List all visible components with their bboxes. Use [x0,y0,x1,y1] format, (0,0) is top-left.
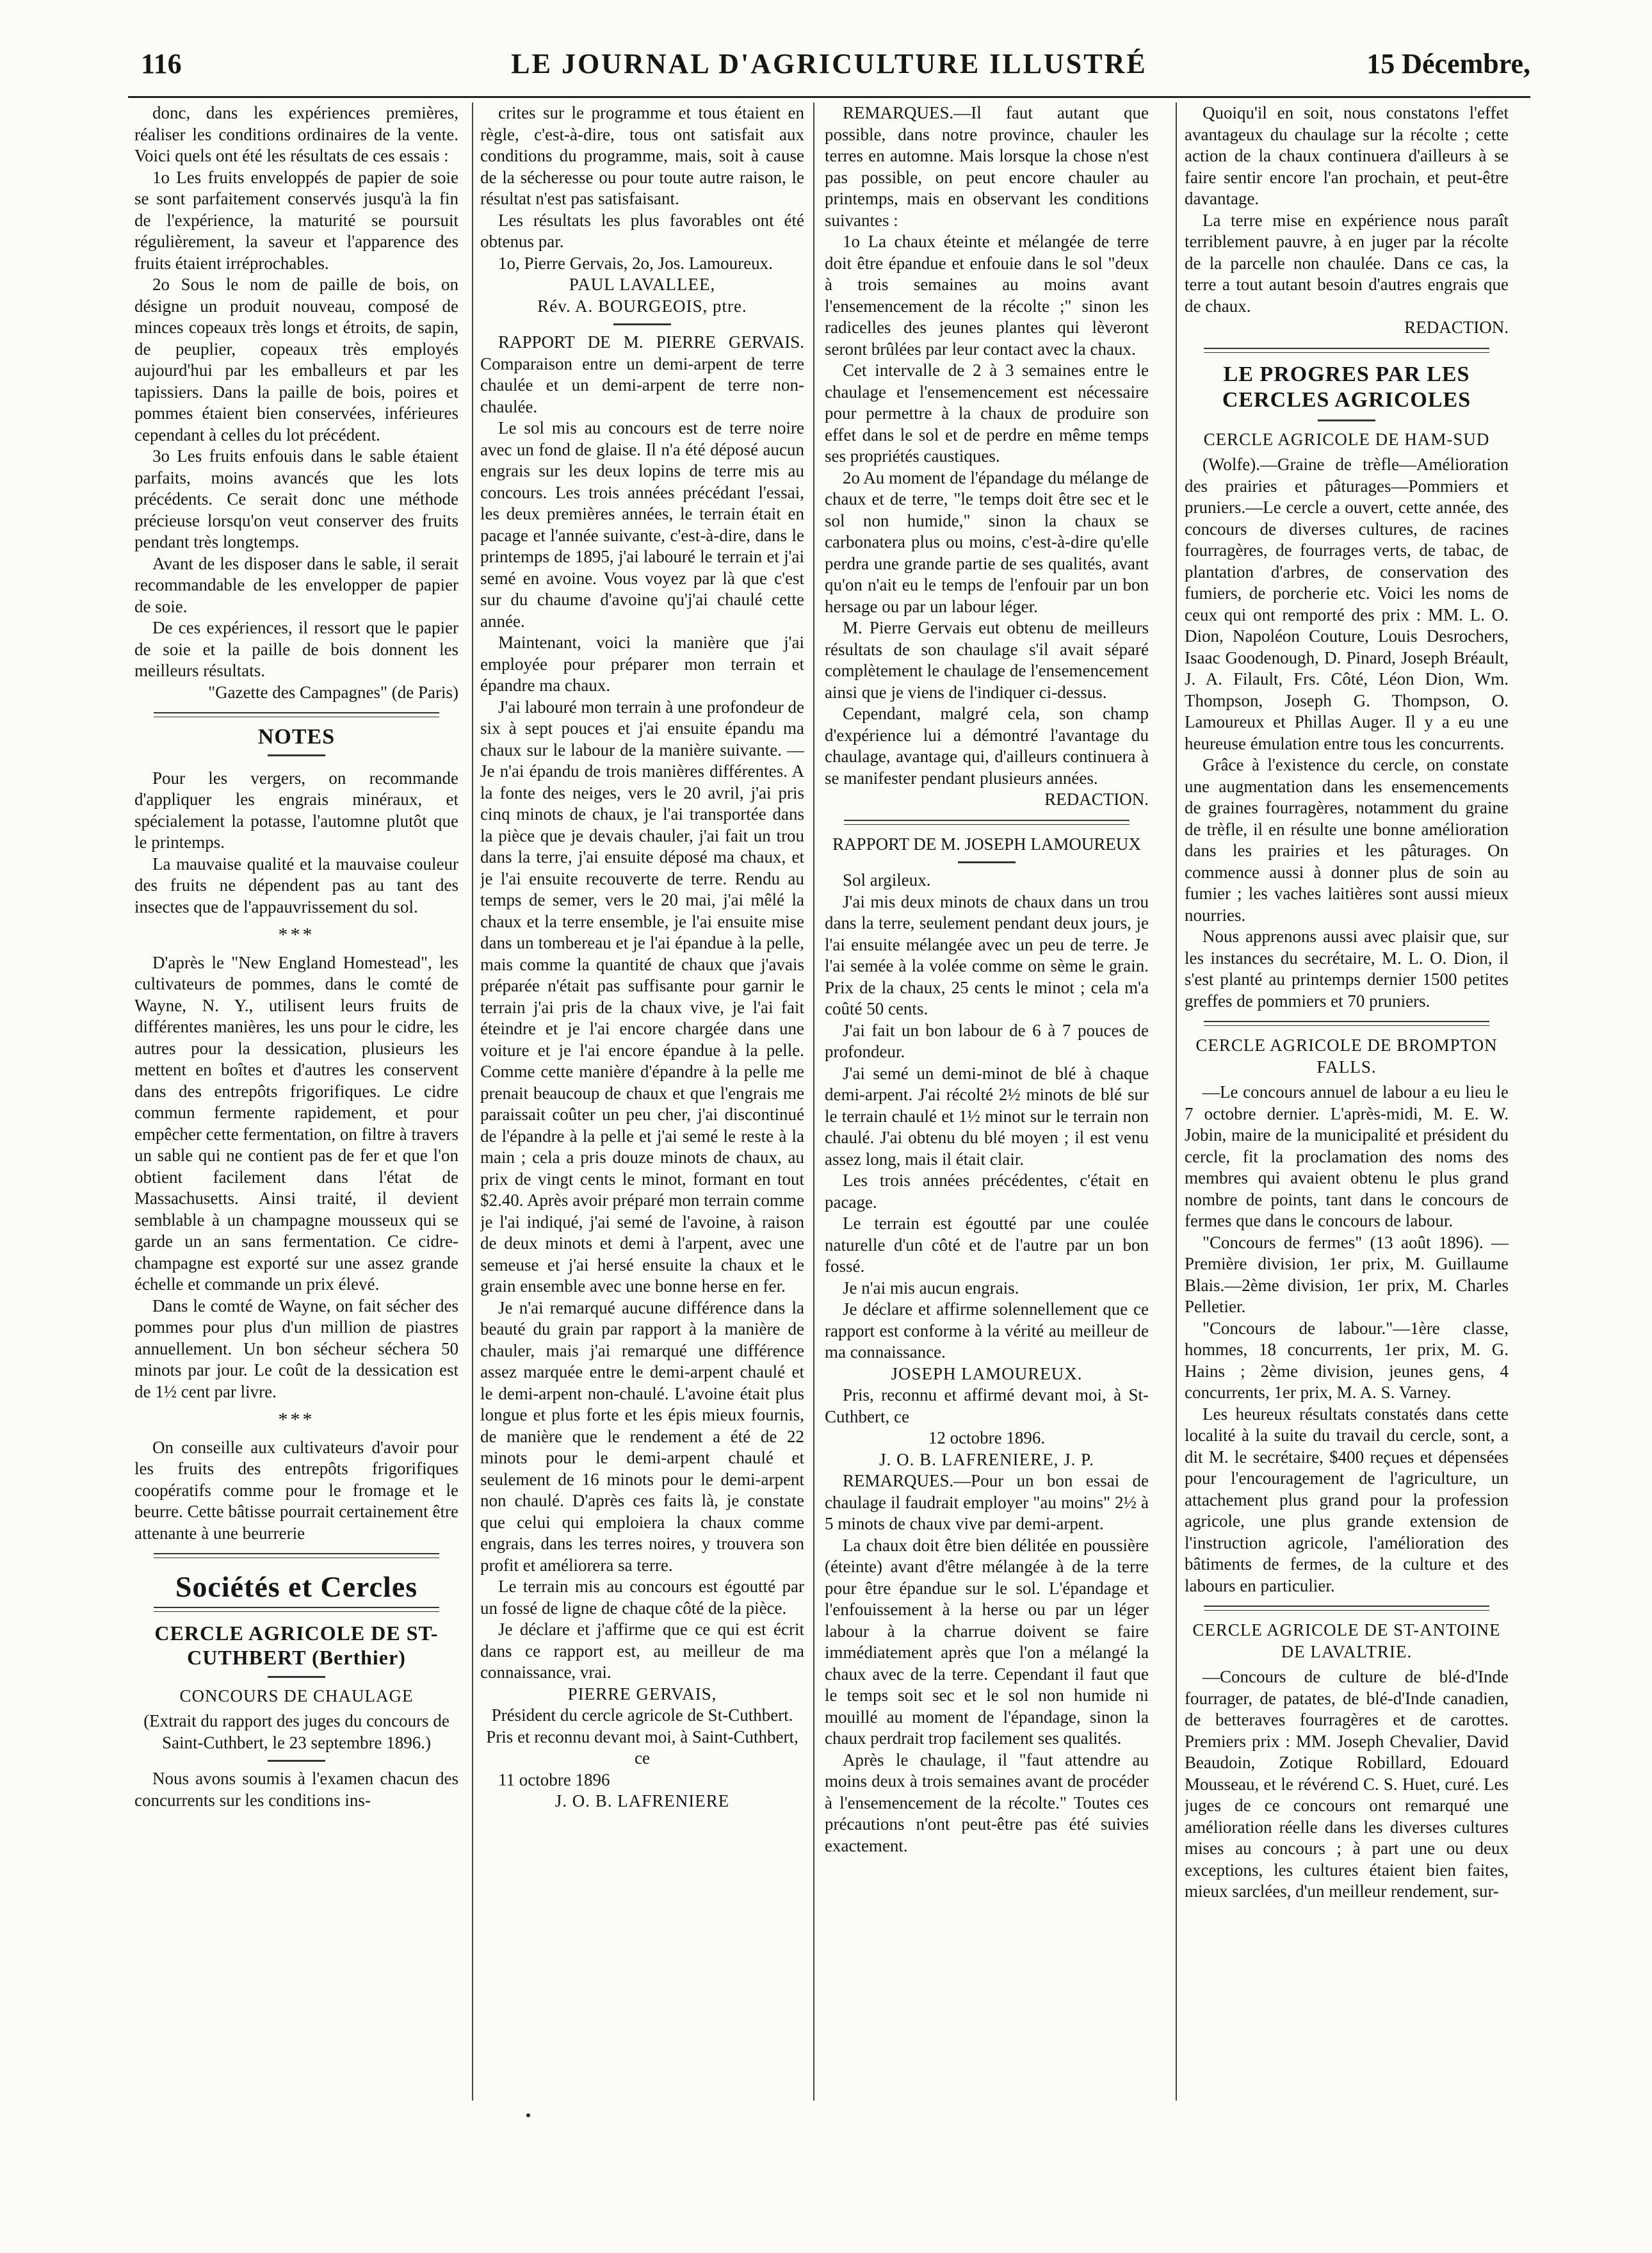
attestation-date: 11 octobre 1896 [498,1769,610,1789]
signature: PIERRE GERVAIS, [567,1684,717,1704]
paragraph: Le sol mis au concours est de terre noire avec un fond de glaise. Il n'a été déposé aucun engrais sur les deux lopins de terre mis au concours. Les trois années précédant l'essai, les deux premières années, le terrain était en pacage et l'année suivante, c'est-à-dire, dans le printemps de 1895, j'ai labouré le terrain et j'ai semé en avoine. Vous voyez par là que c'est sur du chaume d'avoine qu'j'ai chaulé cette année. [480,418,804,631]
paragraph: "Concours de labour."—1ère classe, hommes, 18 concurrents, 1er prix, M. G. Hains ; 2ème division, jeunes gens, 4 concurrents, 1er prix, M. A. S. Varney. [1185,1318,1509,1402]
signature: PAUL LAVALLEE, [569,275,716,294]
paragraph: 1o La chaux éteinte et mélangée de terre doit être épandue et enfouie dans le sol "deux à trois semaines au moins avant l'ensemencement de la récolte ;" sinon les radicelles des jeunes plantes qui lèveront seront brûlées par leur contact avec la chaux. [825,232,1149,359]
paragraph: 1o, Pierre Gervais, 2o, Jos. Lamoureux. [498,253,773,273]
issue-date: 15 Décembre, [1366,48,1530,79]
paragraph: (Wolfe).—Graine de trèfle—Amélioration des prairies et pâturages—Pommiers et pruniers.—Le cercle a ouvert, cette année, des concours de diverses cultures, de racines fourragères, de fourrages verts, de tabac, de plantation d'arbres, de conservation des fumiers, de porcherie etc. Voici les noms de ceux qui ont remporté des prix : MM. L. O. Dion, Napoléon Couture, Louis Desrochers, Isaac Goodenough, D. Pinard, Joseph Bréault, J. A. Filault, Frs. Côté, Léon Dion, Wm. Thompson, Joseph G. Thompson, O. Lamoureux et Phillas Auger. Il y a eu une heureuse émulation entre tous les concurrents. [1185,455,1509,753]
heading-rule [958,861,1016,863]
paragraph: "Concours de fermes" (13 août 1896). —Première division, 1er prix, M. Guillaume Blais.—2ème division, 1er prix, M. Charles Pelletier. [1185,1232,1509,1316]
paragraph: Après le chaulage, il "faut attendre au moins deux à trois semaines avant de procéder à l'ensemencement de la récolte." Toutes ces précautions n'ont peut-être pas été suivies exactement. [825,1750,1149,1855]
column-1 [134,102,458,2216]
extract-note: (Extrait du rapport des juges du concours de Saint-Cuthbert, le 23 septembre 1896.) [143,1711,449,1752]
paragraph: Dans le comté de Wayne, on fait sécher des pommes pour plus d'un million de piastres annuellement. Un bon sécheur séchera 50 minots par jour. Le coût de la dessication est de 1½ cent par livre. [134,1296,458,1401]
cercle-heading: CERCLE AGRICOLE DE ST-CUTHBERT (Berthier) [154,1621,439,1669]
paragraph: La chaux doit être bien délitée en poussière (éteinte) avant d'être mélangée à de la terre pour être épandue sur le sol. L'épandage et l'enfouissement à la herse ou par un léger labour à la charrue doivent se faire immédiatement après que l'on a mélangé la chaux avec de la terre. Cependant il faut que le temps soit sec et le sol non humide ni mouillé au moment de l'épandage, sinon la chaux perdrait trop facilement ses qualités. [825,1535,1149,1748]
paragraph: Pour les vergers, on recommande d'appliquer les engrais minéraux, et spécialement la potasse, l'automne plutôt que le printemps. [134,768,458,852]
paragraph: Cet intervalle de 2 à 3 semaines entre le chaulage et l'ensemencement est nécessaire pour permettre à la chaux de produire son effet dans le sol et de perdre en même temps ses propriétés caustiques. [825,361,1149,466]
asterism: *** [278,924,315,945]
paragraph: La mauvaise qualité et la mauvaise couleur des fruits ne dépendent pas au tant des insectes que de l'appauvrissement du sol. [134,854,458,916]
column-4 [1185,102,1509,2216]
paragraph: donc, dans les expériences premières, réaliser les conditions ordinaires de la vente. Voici quels ont été les résultats de ces essais : [134,103,458,165]
paragraph: J'ai semé un demi-minot de blé à chaque demi-arpent. J'ai récolté 2½ minots de blé sur le terrain chaulé et 1½ minot sur le terrain non chaulé. J'ai obtenu du blé moyen ; il est venu assez long, mais il était clair. [825,1063,1149,1169]
paragraph: Cependant, malgré cela, son champ d'expérience lui a démontré l'avantage du chaulage, avantage qui, d'ailleurs continuera à se manifester pendant plusieurs années. [825,704,1149,788]
paragraph: Grâce à l'existence du cercle, on constate une augmentation dans les ensemencements de graines fourragères, notamment du graine de trèfle, il en résulte une bonne amélioration dans les prairies et les pâturages. On commence aussi à donner plus de soin au fumier ; les vaches laitières sont aussi mieux nourries. [1185,755,1509,925]
paragraph: REMARQUES.—Pour un bon essai de chaulage il faudrait employer "au moins" 2½ à 5 minots de chaux vive par demi-arpent. [825,1471,1149,1533]
section-separator [154,1607,439,1612]
paragraph: Quoiqu'il en soit, nous constatons l'effet avantageux du chaulage sur la récolte ; cette action de la chaux continuera d'ailleurs à se faire sentir encore l'an prochain, et peut-être davantage. [1185,103,1509,208]
attestation-date: 12 octobre 1896. [928,1428,1046,1447]
section-separator [1204,348,1489,353]
paragraph: Maintenant, voici la manière que j'ai employée pour préparer mon terrain et épandre ma chaux. [480,633,804,695]
section-separator [1204,1021,1489,1026]
paragraph: D'après le "New England Homestead", les cultivateurs de pommes, dans le comté de Wayne, N. Y., utilisent leurs fruits de différentes manières, les uns pour le cidre, les autres pour la dessication, plusieurs les mettent en boîtes et d'autres les conservent dans des entrepôts frigorifiques. Le cidre commun fermente rapidement, et pour empêcher cette fermentation, on filtre à travers un sable qui ne contient pas de fer et que l'on obtient facilement dans l'état de Massachusetts. Ainsi traité, il devient semblable à un champagne mousseux qui se garde un an sans fermentation. Ce cidre-champagne est exporté sur une assez grande échelle et commande un prix élevé. [134,952,458,1294]
paragraph: REMARQUES.—Il faut autant que possible, dans notre province, chauler les terres en automne. Mais lorsque la chose n'est pas possible, on peut encore chauler au printemps, mais en observant les conditions suivantes : [825,103,1149,230]
signature: J. O. B. LAFRENIERE [555,1791,730,1810]
paragraph: 1o Les fruits enveloppés de papier de soie se sont parfaitement conservés jusqu'à la fin de l'expérience, la maturité se poursuit régulièrement, la saveur et l'apparence des fruits étaient irréprochables. [134,167,458,273]
column-2 [480,102,804,2216]
column-3 [825,102,1149,2216]
signature-title: Président du cercle agricole de St-Cuthbert. [491,1705,793,1725]
cercle-title: CERCLE AGRICOLE DE ST-ANTOINE DE LAVALTRIE. [1192,1620,1501,1661]
cercle-title: CERCLE AGRICOLE DE BROMPTON FALLS. [1195,1036,1498,1077]
paragraph: J'ai labouré mon terrain à une profondeur de six à sept pouces et j'ai ensuite épandu ma chaux sur le labour de la manière suivante. — Je n'ai épandu de trois manières différentes. A la fonte des neiges, vers le 20 avril, j'ai pris cinq minots de chaux, je l'ai transportée dans la pièce que je devais chauler, j'ai fait un trou dans la terre, j'ai ensuite déposé ma chaux, et je l'ai ensuite recouverte de terre. Rendu au temps de semer, vers le 20 mai, j'ai mêlé la chaux et la terre ensemble, je l'ai ensuite mise dans un tombereau et je l'ai épandue à la pelle, mais comme la quantité de chaux que j'avais préparée n'était pas suffisante pour garnir le terrain j'ai pris de la chaux vive, je l'ai fait éteindre et je l'ai encore chargée dans une voiture et je l'ai encore épandue à la pelle. Comme cette manière d'épandre à la pelle me prenait beaucoup de chaux et que l'engrais me paraissait coûter un peu cher, j'ai discontinué de l'épandre à la pelle et j'ai semé le reste à la main ; cela a pris douze minots de chaux, au prix de vingt cents le minot, formant en tout $2.40. Après avoir préparé mon terrain comme je l'ai indiqué, j'ai semé de l'avoine, à raison de deux minots et demi à l'arpent, avec une semeuse et j'ai hersé ensuite la chaux et le grain ensemble avec une bonne herse en fer. [480,697,804,1296]
paragraph: Les résultats les plus favorables ont été obtenus par. [480,210,804,251]
page-header [128,45,1530,98]
cercle-title: CERCLE AGRICOLE DE HAM-SUD [1203,429,1490,449]
paragraph: Le terrain mis au concours est égoutté par un fossé de ligne de chaque côté de la pièce. [480,1577,804,1618]
paragraph: On conseille aux cultivateurs d'avoir pour les fruits des entrepôts frigorifiques coopératifs comme pour le fromage et le beurre. Cette bâtisse pourrait certainement être attenante à une beurrerie [134,1437,458,1543]
progres-heading: LE PROGRES PAR LES CERCLES AGRICOLES [1222,362,1471,412]
section-separator [844,820,1130,825]
paragraph: Sol argileux. [843,870,931,890]
heading-rule [268,1676,325,1678]
paragraph: 3o Les fruits enfouis dans le sable étaient parfaits, moins avancés que les lots précédents. Ce serait donc une méthode précieuse lorsqu'on veut conserver des fruits pendant très longtemps. [134,446,458,551]
paragraph: 2o Au moment de l'épandage du mélange de chaux et de terre, "le temps doit être sec et le sol non humide," sinon la chaux se carbonatera plus ou moins, c'est-à-dire qu'elle perdra une grande partie de ses qualités, avant qu'on n'ait eu le temps de l'enfouir par un bon hersage ou par un labour léger. [825,468,1149,616]
signature: J. O. B. LAFRENIERE, J. P. [879,1449,1094,1469]
report-title: RAPPORT DE M. JOSEPH LAMOUREUX [832,834,1141,854]
section-separator [1204,1606,1489,1611]
page-number: 116 [141,48,182,79]
paragraph: —Concours de culture de blé-d'Inde fourrager, de patates, de blé-d'Inde canadien, de betteraves fourragères et de carottes. Premiers prix : MM. Joseph Chevalier, David Beaudoin, Zotique Robillard, Edouard Mousseau, et le révérend C. S. Huet, curé. Les juges de ce concours ont remarqué une amélioration réelle dans les diverses cultures mises au concours ; à part une ou deux exceptions, les cultures étaient bien faites, mieux sarclées, d'un meilleur rendement, sur- [1185,1667,1509,1901]
journal-title: LE JOURNAL D'AGRICULTURE ILLUSTRÉ [511,48,1147,79]
paragraph: M. Pierre Gervais eut obtenu de meilleurs résultats de son chaulage s'il avait séparé complètement le chaulage de l'ensemencement ainsi que je viens de l'indiquer ci-dessus. [825,618,1149,702]
signature: REDACTION. [1404,318,1509,337]
paragraph: Le terrain est égoutté par une coulée naturelle d'un côté et de l'autre par un bon fossé. [825,1214,1149,1276]
heading-rule [1318,419,1375,421]
report-title: RAPPORT DE M. PIERRE GERVAIS. Comparaison entre un demi-arpent de terre chaulée et un demi-arpent de terre non-chaulée. [480,332,804,416]
attestation: Pris, reconnu et affirmé devant moi, à St-Cuthbert, ce [825,1385,1149,1426]
asterism: *** [278,1409,315,1430]
column-rule [472,102,473,2101]
section-separator [154,712,439,717]
heading-rule [268,754,325,756]
column-rule [813,102,814,2101]
signature: JOSEPH LAMOUREUX. [891,1363,1083,1383]
paragraph: Nous apprenons aussi avec plaisir que, sur les instances du secrétaire, M. L. O. Dion, il s'est planté au printemps dernier 1500 petites greffes de pommiers et 70 pruniers. [1185,927,1509,1011]
section-separator [154,1553,439,1558]
paragraph: Je n'ai remarqué aucune différence dans la beauté du grain par rapport à la manière de chauler, mais j'ai remarqué une différence assez marquée entre le demi-arpent chaulé et le demi-arpent non-chaulé. L'avoine était plus longue et plus forte et les épis mieux fournis, de manière que le rendement a été de 22 minots pour le demi-arpent chaulé et seulement de 16 minots pour le demi-arpent non chaulé. D'après ces faits là, je constate que celui qui emploiera la chaux comme engrais, dans les terres noires, y trouvera son profit et améliorera sa terre. [480,1297,804,1575]
signature: Rév. A. BOURGEOIS, ptre. [537,296,747,316]
heading-rule [613,323,671,325]
paragraph: J'ai fait un bon labour de 6 à 7 pouces de profondeur. [825,1020,1149,1061]
signature: REDACTION. [1044,790,1149,809]
paragraph: Avant de les disposer dans le sable, il serait recommandable de les envelopper de papier de soie. [134,553,458,616]
paragraph: Les trois années précédentes, c'était en pacage. [825,1171,1149,1212]
paragraph: Je n'ai mis aucun engrais. [843,1278,1019,1297]
source-credit: "Gazette des Campagnes" (de Paris) [208,682,458,702]
notes-heading: NOTES [257,725,336,749]
paragraph: Je déclare et j'affirme que ce qui est écrit dans ce rapport est, au meilleur de ma connaissance, vrai. [480,1620,804,1682]
paragraph: J'ai mis deux minots de chaux dans un trou dans la terre, seulement pendant deux jours, je l'ai ensuite mélangée avec un peu de terre. Je l'ai semée à la volée comme on sème le grain. Prix de la chaux, 25 cents le minot ; cela m'a coûté 50 cents. [825,891,1149,1018]
column-rule [1176,102,1177,2101]
ink-speck [526,2113,530,2117]
paragraph: Je déclare et affirme solennellement que ce rapport est conforme à la vérité au meilleur de ma connaissance. [825,1299,1149,1362]
paragraph: Nous avons soumis à l'examen chacun des concurrents sur les conditions ins- [134,1769,458,1810]
paragraph: —Le concours annuel de labour a eu lieu le 7 octobre dernier. L'après-midi, M. E. W. Jobin, maire de la municipalité et président du cercle, fit la proclamation des noms des membres qui avaient obtenu le plus grand nombre de points, tant dans le concours de fermes que dans le concours de labour. [1185,1082,1509,1230]
paragraph: De ces expériences, il ressort que le papier de soie et la paille de bois donnent les meilleurs résultats. [134,618,458,680]
heading-rule [268,1760,325,1762]
paragraph: La terre mise en expérience nous paraît terriblement pauvre, à en juger par la récolte de la parcelle non chaulée. Dans ce cas, la terre a tout autant besoin d'autres engrais que de chaux. [1185,210,1509,316]
paragraph: 2o Sous le nom de paille de bois, on désigne un produit nouveau, composé de minces copeaux très longs et étroits, de sapin, de peuplier, copeaux très employés aujourd'hui par les emballeurs et par les tapissiers. Dans la paille de bois, poires et pommes étaient bien conservées, inférieures cependant à celles du lot précédent. [134,275,458,444]
paragraph: Les heureux résultats constatés dans cette localité à la suite du travail du cercle, sont, a dit M. le secrétaire, $400 reçues et dépensées pour l'encouragement de l'agriculture, un attachement plus grand pour la profession agricole, une plus grande extension de l'instruction agricole, l'amélioration des bâtiments de fermes, de la culture et des labours en particulier. [1185,1404,1509,1595]
attestation: Pris et reconnu devant moi, à Saint-Cuthbert, ce [486,1727,798,1768]
societes-heading: Sociétés et Cercles [175,1570,418,1603]
paragraph: crites sur le programme et tous étaient en règle, c'est-à-dire, tous ont satisfait aux conditions du programme, mais, soit à cause de la sécheresse ou pour toute autre raison, le résultat n'est pas satisfaisant. [480,103,804,208]
concours-subheading: CONCOURS DE CHAULAGE [179,1686,414,1705]
